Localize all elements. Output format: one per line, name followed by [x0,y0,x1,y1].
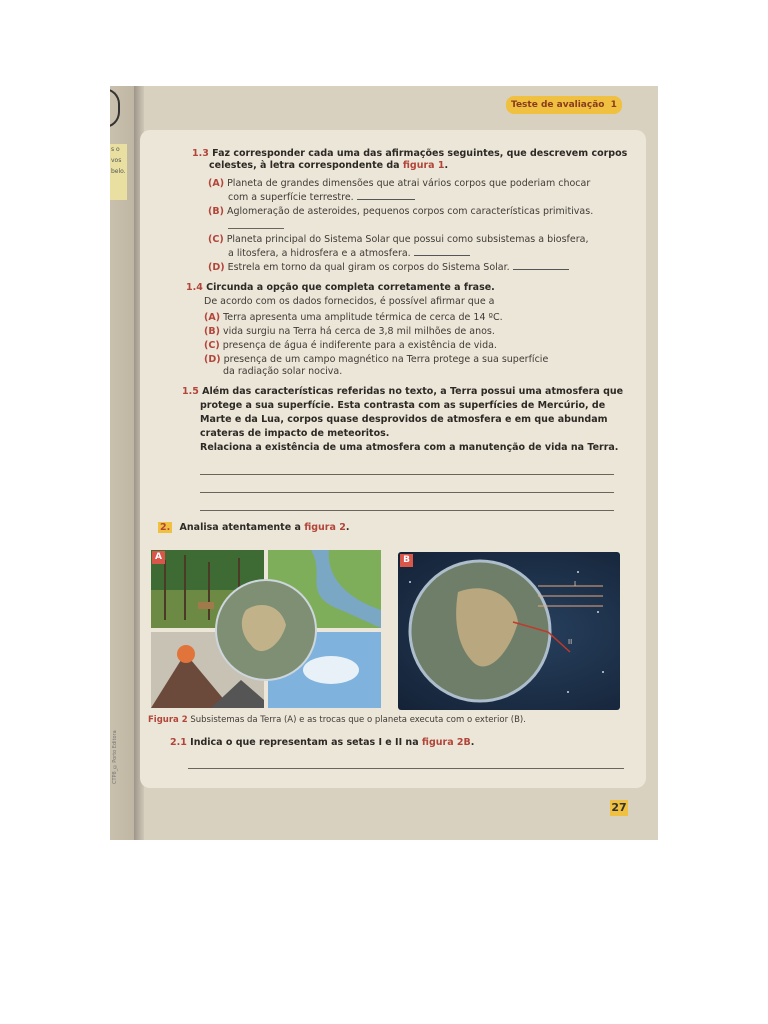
question-text: Além das características referidas no texto, a Terra possui uma atmosfera que [202,386,624,397]
answer-blank[interactable] [357,190,415,200]
left-tab-line: s o [111,146,120,153]
answer-line[interactable] [188,768,624,769]
publisher-credit: CTP8_©Porto Editora [112,730,118,784]
question-text: . [345,522,350,533]
test-header-tag [506,96,622,114]
book-photo [110,86,658,840]
option-1-3-d [208,260,569,274]
question-number: 1.5 [182,386,199,397]
question-1-5-line4: crateras de impacto de meteoritos. [200,428,390,439]
option-letter: (A) [208,178,225,189]
answer-blank[interactable] [513,260,569,270]
figure-reference: figura 2B [421,737,471,748]
option-text: presença de um campo magnético na Terra protege a sua superfície [223,354,549,365]
test-header-number: 1 [610,100,617,110]
answer-blank[interactable] [414,246,470,256]
question-1-3-line2 [209,160,448,172]
question-text: Indica o que representam as setas I e II na [190,737,422,748]
question-text: . [470,737,475,748]
option-text: presença de água é indiferente para a existência de vida. [222,340,497,351]
question-number: 2. [160,522,171,533]
question-1-4 [186,282,495,294]
question-1-3-line1 [192,148,627,160]
page-number: 27 [611,801,627,814]
figure-badge-a: A [152,551,165,564]
answer-blank[interactable] [228,228,284,229]
option-text: Planeta principal do Sistema Solar que possui como subsistemas a biosfera, [226,234,589,245]
option-1-3-c-cont [228,246,470,260]
option-text: Aglomeração de asteroides, pequenos corpos com características primitivas. [226,206,594,217]
question-text: Circunda a opção que completa corretamente a frase. [206,282,495,293]
question-text: Analisa atentamente a [179,522,305,533]
figure-2a-subsystems [151,550,381,708]
answer-line[interactable] [200,510,614,511]
option-text: Planeta de grandes dimensões que atrai vários corpos que poderiam chocar [227,178,591,189]
option-text: vida surgiu na Terra há cerca de 3,8 mil milhões de anos. [222,326,495,337]
figure-2b-drawing [398,552,620,710]
question-card [140,130,646,788]
figure-badge-b: B [400,554,413,567]
left-tab-line: belo. [111,168,126,175]
option-1-4-b[interactable] [204,326,495,338]
question-1-5-line2: protege a sua superfície. Esta contrasta com as superfícies de Mercúrio, de [200,400,606,411]
figure-2b-exchanges [398,552,620,710]
answer-line[interactable] [200,492,614,493]
option-letter: (C) [204,340,220,351]
option-1-3-b [208,206,593,218]
option-1-4-a[interactable] [204,312,503,324]
option-text: a litosfera, a hidrosfera e a atmosfera. [228,248,411,259]
figure-reference: figura 2 [304,522,346,533]
option-1-3-c [208,234,588,246]
eruption-icon [177,645,195,663]
figure-caption-text: Subsistemas da Terra (A) e as trocas que o planeta executa com o exterior (B). [190,715,526,725]
option-letter: (B) [204,326,220,337]
question-text: celestes, à letra correspondente da [209,160,403,171]
binding-ring-icon [110,88,120,128]
deer-icon [198,602,214,609]
question-number: 1.4 [186,282,203,293]
option-letter: (B) [208,206,224,217]
arrows-i [538,586,603,606]
question-1-4-intro: De acordo com os dados fornecidos, é possível afirmar que a [204,296,495,307]
question-number: 1.3 [192,148,209,159]
question-2 [158,522,349,534]
arrow-label-ii: II [568,638,573,646]
option-1-4-d-cont: da radiação solar nociva. [223,366,343,377]
option-text: com a superfície terrestre. [228,192,354,203]
left-tab-line: vos [111,157,122,164]
cloud-icon [303,656,359,684]
question-text: . [444,160,449,171]
option-text: Terra apresenta uma amplitude térmica de cerca de 14 ºC. [223,312,503,323]
arrow-label-i: I [574,580,577,588]
answer-line[interactable] [200,474,614,475]
question-text: Faz corresponder cada uma das afirmações seguintes, que descrevem corpos [212,148,628,159]
option-1-3-a [208,178,590,190]
figure-caption [148,714,526,726]
option-letter: (D) [208,262,225,273]
question-1-5-line3: Marte e da Lua, corpos quase desprovidos de atmosfera e em que abundam [200,414,608,425]
test-header-title: Teste de avaliação [511,100,605,110]
option-letter: (C) [208,234,224,245]
figure-reference: figura 1 [402,160,445,171]
left-page-edge [110,86,134,840]
question-number: 2.1 [170,737,187,748]
option-letter: (D) [204,354,221,365]
question-2-1 [170,737,474,749]
left-margin-tab [110,144,127,200]
option-letter: (A) [204,312,221,323]
option-1-4-c[interactable] [204,340,497,352]
option-1-3-a-cont [228,190,415,204]
question-1-5-line1 [182,386,623,398]
figure-caption-label: Figura 2 [148,715,188,725]
option-1-4-d[interactable] [204,354,548,366]
question-1-5-line5: Relaciona a existência de uma atmosfera com a manutenção de vida na Terra. [200,442,619,453]
option-text: Estrela em torno da qual giram os corpos do Sistema Solar. [227,262,510,273]
